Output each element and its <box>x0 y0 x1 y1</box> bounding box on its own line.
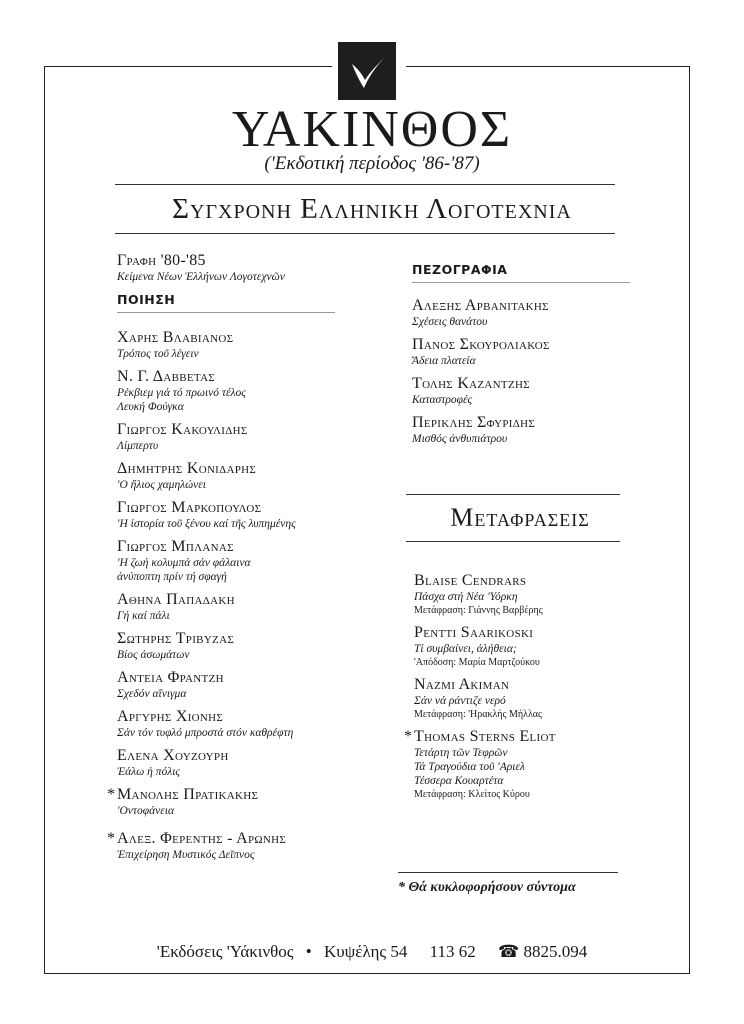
translation-entry <box>414 572 644 617</box>
work-title: Σχέσεις θανάτου <box>412 316 488 328</box>
author-name: Μανολης Πρατικακης <box>117 786 259 803</box>
work-title: Καταστροφές <box>412 394 473 406</box>
work-title: Τά Τραγούδια τοῦ 'Αριελ <box>414 761 525 773</box>
forthcoming-star: * <box>107 786 115 803</box>
header-rule-top <box>115 184 615 185</box>
translations-title: Μεταφρασεις <box>450 503 590 532</box>
prose-entry <box>412 336 642 368</box>
work-title: 'Η ἱστορία τοῦ ξένου καί τῆς λυπημένης <box>117 518 296 530</box>
prose-list <box>412 297 642 446</box>
work-title: Βίος ἀσωμάτων <box>117 649 190 661</box>
author-name: Τολης Καζαντζης <box>412 375 530 392</box>
author-name: Περικλης Σφυριδης <box>412 414 536 431</box>
author-name: Αλεξης Αρβανιτακης <box>412 297 549 314</box>
poetry-entry <box>117 747 387 779</box>
translator-credit: Μετάφραση: 'Ηρακλής Μήλλας <box>414 709 543 720</box>
forthcoming-star: * <box>107 830 115 847</box>
prose-entry <box>412 414 642 446</box>
footer-phone: 8825.094 <box>523 942 588 961</box>
author-name: Σωτηρης Τριβυζας <box>117 630 235 647</box>
poetry-entry <box>117 591 387 623</box>
author-name: Thomas Sterns Eliot <box>414 728 556 745</box>
intro-title: Γραφη '80-'85 <box>117 252 206 269</box>
author-name: Γιωργος Μαρκοπουλος <box>117 499 262 516</box>
author-name: Nazmi Akiman <box>414 676 510 693</box>
left-column <box>107 252 387 869</box>
author-name: Αντεια Φραντζη <box>117 669 224 686</box>
intro-subtitle: Κείμενα Νέων Ἑλλήνων Λογοτεχνῶν <box>117 271 285 283</box>
footer-address: Κυψέλης 54 <box>323 942 408 961</box>
footer-bullet: • <box>305 942 312 961</box>
author-name: Χαρης Βλαβιανος <box>117 329 234 346</box>
poetry-entry <box>117 708 387 740</box>
author-name: Πανος Σκουρολιακος <box>412 336 550 353</box>
work-title: Ἐπιχείρηση Μυστικός Δεῖπνος <box>117 849 255 861</box>
author-name: Ν. Γ. Δαββετας <box>117 368 216 385</box>
forthcoming-note: * Θά κυκλοφορήσουν σύντομα <box>398 880 576 895</box>
translation-entry <box>404 728 644 801</box>
section-prose: ΠΕΖΟΓΡΑΦΙΑ <box>412 262 508 277</box>
page-subtitle: ('Εκδοτική περίοδος '86-'87) <box>264 153 480 174</box>
work-title: Τί συμβαίνει, ἀλήθεια; <box>414 643 517 655</box>
work-title: ἀνύποπτη πρίν τή σφαγή <box>117 571 227 583</box>
phone-icon: ☎ <box>498 942 520 961</box>
translations-rule-bottom <box>406 541 620 542</box>
work-title: Γή καί πάλι <box>117 610 170 622</box>
header-rule-bottom <box>115 233 615 234</box>
banner: Συγχρονη Ελληνικη Λογοτεχνια <box>172 193 572 225</box>
poetry-entry <box>117 368 387 414</box>
work-title: Ἐάλω ἡ πόλις <box>117 766 181 778</box>
section-poetry: ΠΟΙΗΣΗ <box>117 292 176 307</box>
author-name: Αθηνα Παπαδακη <box>117 591 235 608</box>
footer-postcode: 113 62 <box>429 942 476 961</box>
poetry-entry <box>117 499 387 531</box>
poetry-entry <box>117 460 387 492</box>
author-name: Γιωργος Μπλανας <box>117 538 234 555</box>
author-name: Γιωργος Κακουλιδης <box>117 421 248 438</box>
author-name: Αργυρης Χιονης <box>117 708 224 725</box>
work-title: Τρόπος τοῦ λέγειν <box>117 348 199 360</box>
forthcoming-star: * <box>404 728 412 745</box>
translation-entry <box>414 624 644 669</box>
translator-credit: Μετάφραση: Κλείτος Κύρου <box>414 789 530 800</box>
translations-rule-top <box>406 494 620 495</box>
translator-credit: Μετάφραση: Γιάννης Βαρβέρης <box>414 605 543 616</box>
poetry-entry <box>107 786 387 818</box>
page-title: ΥΑΚΙΝΘΟΣ <box>231 101 513 158</box>
hyacinth-logo-icon <box>338 42 396 100</box>
work-title: Λευκή Φούγκα <box>117 401 184 413</box>
work-title: Μισθός ἀνθυπιάτρου <box>412 433 508 445</box>
translations-column <box>404 572 644 808</box>
prose-entry <box>412 375 642 407</box>
work-title: Πάσχα στή Νέα 'Υόρκη <box>414 591 518 603</box>
right-column <box>412 262 642 453</box>
work-title: 'Οντοφάνεια <box>117 805 175 817</box>
translator-credit: 'Απόδοση: Μαρία Μαρτζούκου <box>414 657 540 668</box>
translation-entry <box>414 676 644 721</box>
note-rule <box>398 872 618 873</box>
work-title: Σάν τόν τυφλό μπροστά στόν καθρέφτη <box>117 727 294 739</box>
work-title: Σχεδόν αἴνιγμα <box>117 688 187 700</box>
author-name: Pentti Saarikoski <box>414 624 534 641</box>
author-name: Δημητρης Κονιδαρης <box>117 460 257 477</box>
footer-publisher: 'Εκδόσεις 'Υάκινθος <box>156 942 294 961</box>
poetry-entry <box>117 669 387 701</box>
author-name: Ελενα Χουζουρη <box>117 747 229 764</box>
translations-list <box>404 572 644 801</box>
work-title: Ἄδεια πλατεία <box>412 355 476 367</box>
author-name: Blaise Cendrars <box>414 572 527 589</box>
author-name: Αλεξ. Φερεντης - Αρωνης <box>117 830 287 847</box>
poetry-list <box>107 329 387 862</box>
work-title: 'Η ζωή κολυμπά σάν φάλαινα <box>117 557 251 569</box>
poetry-entry <box>117 329 387 361</box>
work-title: Τετάρτη τῶν Τεφρῶν <box>414 747 508 759</box>
work-title: Λίμπερτυ <box>117 440 159 452</box>
footer <box>0 942 744 962</box>
prose-entry <box>412 297 642 329</box>
poetry-entry <box>117 421 387 453</box>
poetry-entry <box>117 538 387 584</box>
work-title: Σάν νά ράντιζε νερό <box>414 695 506 707</box>
work-title: Τέσσερα Κουαρτέτα <box>414 775 504 787</box>
work-title: Ρέκβιεμ γιά τό πρωινό τέλος <box>117 387 246 399</box>
work-title: 'Ο ἥλιος χαμηλώνει <box>117 479 206 491</box>
poetry-entry <box>107 830 387 862</box>
poetry-entry <box>117 630 387 662</box>
